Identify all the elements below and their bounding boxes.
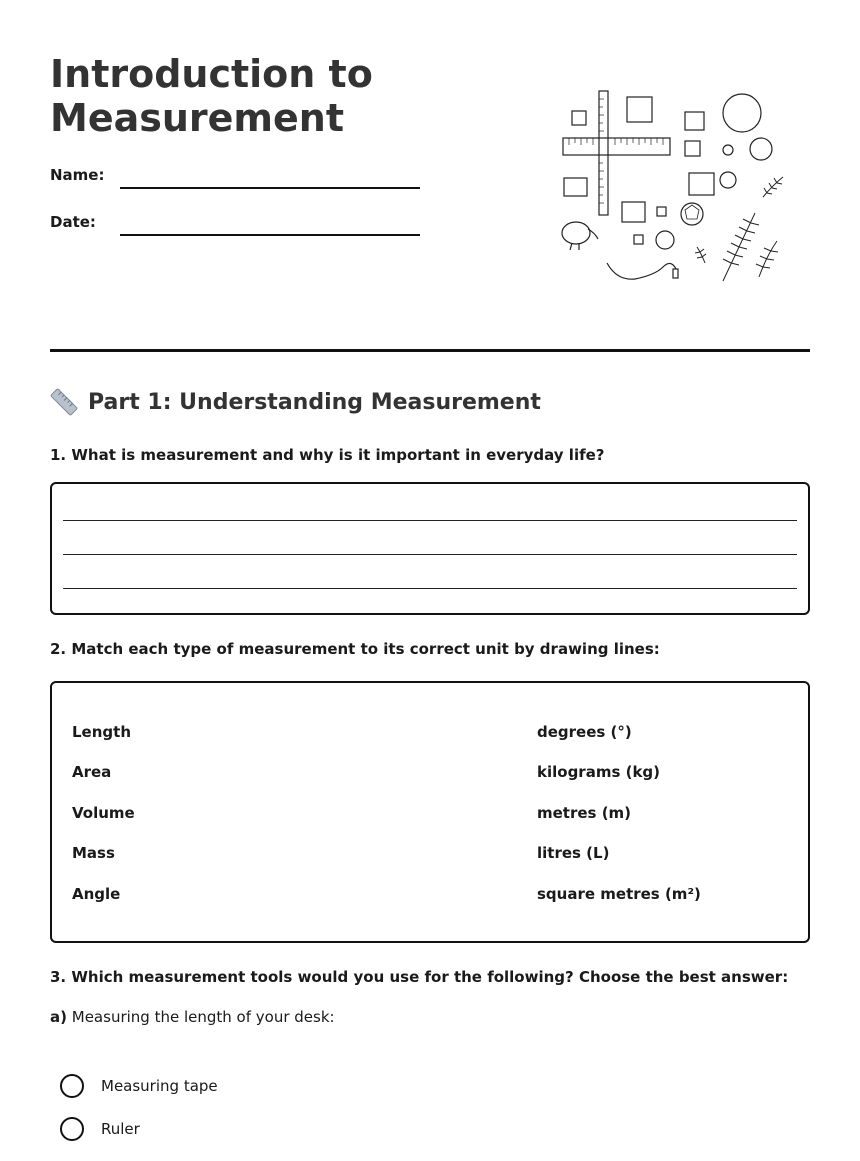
question-2: 2. Match each type of measurement to its correct unit by drawing lines: [50,640,660,658]
match-type-angle[interactable]: Angle [72,885,121,903]
match-type-volume[interactable]: Volume [72,804,135,822]
option-ruler[interactable] [60,1117,140,1141]
match-unit-kilograms[interactable]: kilograms (kg) [537,763,661,781]
question-3a-prefix: a) [50,1008,67,1026]
question-1: 1. What is measurement and why is it important in everyday life? [50,446,605,464]
page-title: Introduction to Measurement [50,52,373,140]
writing-line [63,520,797,521]
answer-box-1[interactable] [50,482,810,615]
option-label: Ruler [101,1120,140,1138]
match-unit-square-metres[interactable]: square metres (m²) [537,885,701,903]
match-type-mass[interactable]: Mass [72,844,115,862]
match-type-area[interactable]: Area [72,763,112,781]
matching-box[interactable] [50,681,810,943]
match-unit-degrees[interactable]: degrees (°) [537,723,632,741]
part1-heading [50,388,541,416]
question-3: 3. Which measurement tools would you use for the following? Choose the best answer: [50,968,789,986]
writing-line [63,588,797,589]
date-field[interactable] [120,234,420,236]
measurement-illustration [555,85,805,295]
question-3a [50,1008,335,1026]
name-label: Name: [50,166,105,184]
ruler-icon [50,388,78,416]
option-measuring-tape[interactable] [60,1074,218,1098]
header-divider [50,349,810,352]
writing-line [63,554,797,555]
match-unit-litres[interactable]: litres (L) [537,844,610,862]
part1-title: Part 1: Understanding Measurement [88,389,541,415]
match-type-length[interactable]: Length [72,723,131,741]
question-3a-text: Measuring the length of your desk: [71,1008,335,1026]
match-unit-metres[interactable]: metres (m) [537,804,632,822]
name-field[interactable] [120,187,420,189]
radio-button[interactable] [60,1117,84,1141]
radio-button[interactable] [60,1074,84,1098]
date-label: Date: [50,213,96,231]
option-label: Measuring tape [101,1077,218,1095]
